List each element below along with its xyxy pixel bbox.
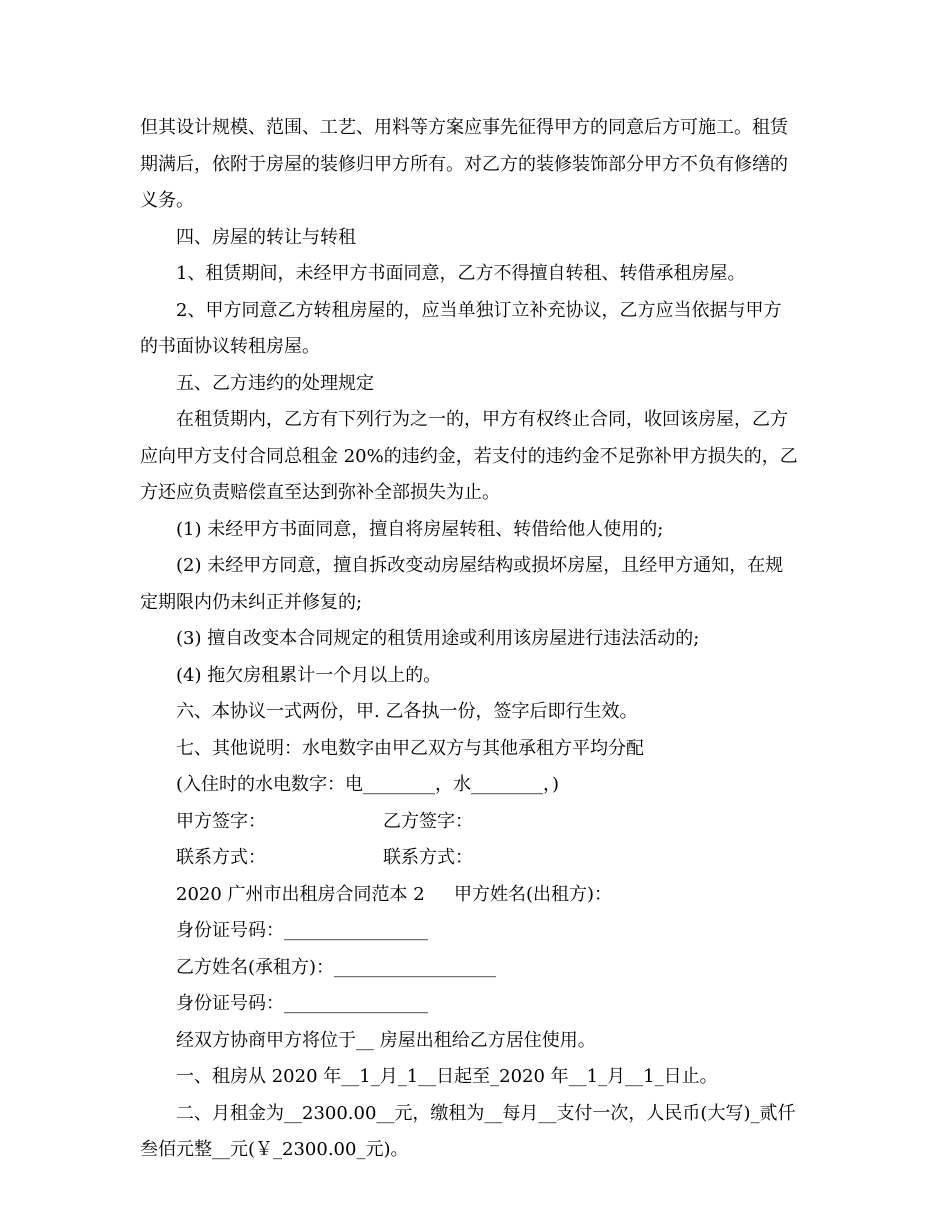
party-b-id-line: 身份证号码：________________ [176,993,428,1014]
contract-paragraphs [140,110,812,804]
text-line: 四、房屋的转让与转租 [176,226,356,248]
intro-line: 经双方协商甲方将位于__ 房屋出租给乙方居住使用。 [176,1029,596,1051]
party-a-id-line: 身份证号码：________________ [176,920,428,941]
text-line: 应向甲方支付合同总租金 20%的违约金，若支付的违约金不足弥补甲方损失的，乙 [140,445,798,467]
text-line: 在租赁期内，乙方有下列行为之一的，甲方有权终止合同，收回该房屋，乙方 [176,409,788,430]
text-line: 定期限内仍未纠正并修复的; [140,591,363,613]
text-line: (入住时的水电数字：电________，水________，) [176,774,560,795]
text-line: 七、其他说明：水电数字由甲乙双方与其他承租方平均分配 [176,737,644,759]
text-line: 但其设计规模、范围、工艺、用料等方案应事先征得甲方的同意后方可施工。租赁 [140,117,788,138]
party-a-signature-label: 甲方签字： [176,810,266,832]
party-b-name-line: 乙方姓名(承租方)：__________________ [176,956,497,978]
party-a-name-label: 甲方姓名(出租方)： [454,883,613,905]
party-a-contact-label: 联系方式： [176,847,266,868]
clause-1-line: 一、租房从 2020 年__1_月_1__日起至_2020 年__1_月__1_日止。 [176,1066,718,1087]
party-b-signature-label: 乙方签字： [383,810,473,832]
text-line: 五、乙方违约的处理规定 [176,372,374,394]
text-line: (4) 拖欠房租累计一个月以上的。 [176,664,442,686]
text-line: 方还应负责赔偿直至达到弥补全部损失为止。 [140,482,500,503]
contact-row [140,840,812,877]
text-line: 1、租赁期间，未经甲方书面同意，乙方不得擅自转租、转借承租房屋。 [176,263,746,284]
second-contract-title: 2020 广州市出租房合同范本 2 [176,883,425,905]
text-line: 2、甲方同意乙方转租房屋的，应当单独订立补充协议，乙方应当依据与甲方 [176,299,782,321]
text-line: 期满后，依附于房屋的装修归甲方所有。对乙方的装修装饰部分甲方不负有修缮的 [140,153,788,175]
document-body [140,110,812,1169]
text-line: 的书面协议转租房屋。 [140,336,320,357]
text-line: (3) 擅自改变本合同规定的租赁用途或利用该房屋进行违法活动的; [176,628,700,649]
text-line: 六、本协议一式两份，甲. 乙各执一份，签字后即行生效。 [176,701,638,722]
signature-row [140,804,812,841]
clause-2-continuation-line: 叁佰元整__元(￥_2300.00_元)。 [140,1139,409,1160]
text-line: (1) 未经甲方书面同意，擅自将房屋转租、转借给他人使用的; [176,518,664,540]
clause-2-line: 二、月租金为__2300.00__元，缴租为__每月__支付一次，人民币(大写)_贰仟 [176,1102,796,1124]
text-line: 义务。 [140,190,194,211]
party-b-contact-label: 联系方式： [383,847,473,868]
second-contract-title-row [140,877,812,914]
text-line: (2) 未经甲方同意，擅自拆改变动房屋结构或损坏房屋，且经甲方通知，在规 [176,555,784,576]
